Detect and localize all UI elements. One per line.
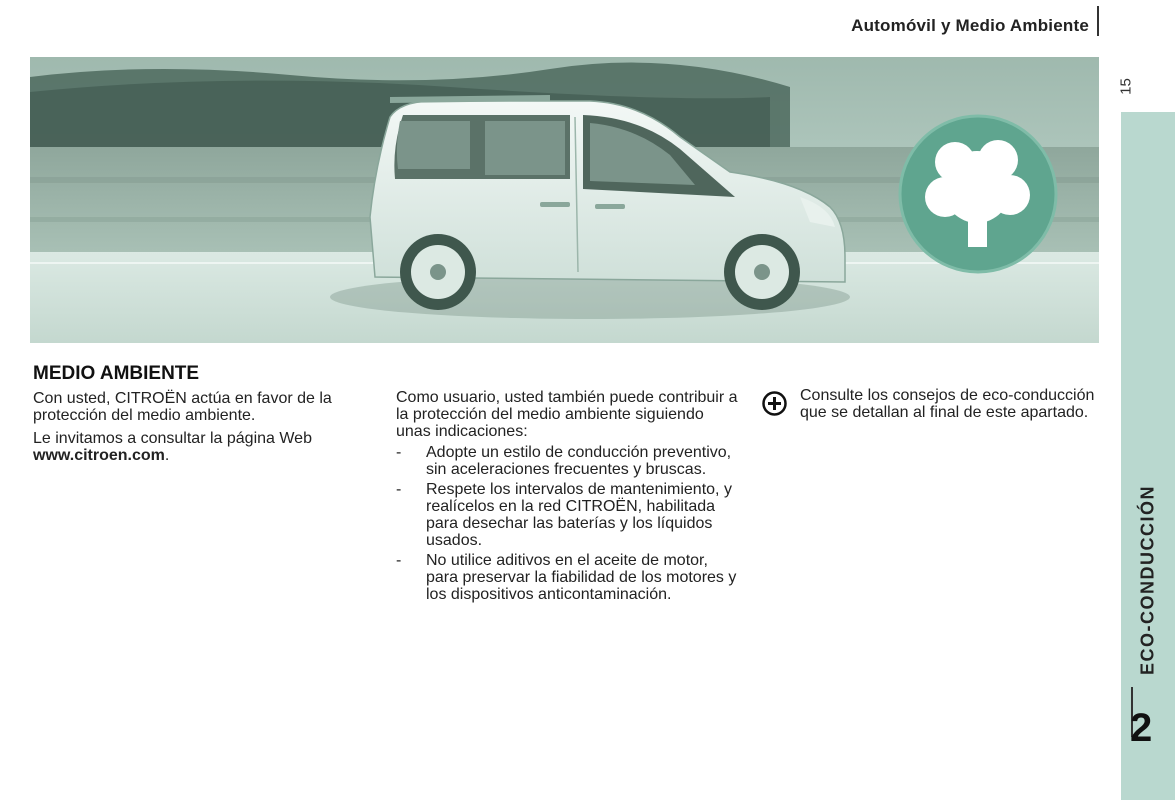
section-title: MEDIO AMBIENTE bbox=[33, 363, 200, 384]
url-suffix: . bbox=[164, 447, 170, 464]
tree-icon bbox=[900, 116, 1056, 272]
column-3 bbox=[800, 387, 1100, 427]
header-rule bbox=[1097, 6, 1099, 36]
chapter-tab-label: ECO-CONDUCCIÓN bbox=[1137, 485, 1158, 675]
page-header-title: Automóvil y Medio Ambiente bbox=[851, 16, 1089, 35]
list-item: - No utilice aditivos en el aceite de motor, para preservar la fiabilidad de los motores y los dispositivos anticontaminación. bbox=[396, 552, 741, 603]
column-1 bbox=[33, 390, 378, 470]
citroen-url-link[interactable]: www.citroen.com bbox=[33, 447, 165, 464]
web-invitation bbox=[33, 430, 378, 464]
intro-paragraph: Con usted, CITROËN actúa en favor de la protección del medio ambiente. bbox=[33, 390, 332, 424]
list-item: - Respete los intervalos de mantenimiento, y realícelos en la red CITROËN, habilitada para desechar las baterías y los líquidos usados. bbox=[396, 481, 741, 549]
chapter-number: 2 bbox=[1130, 706, 1153, 750]
list-item: - Adopte un estilo de conducción preventivo, sin aceleraciones frecuentes y bruscas. bbox=[396, 444, 741, 478]
eco-tip-note: Consulte los consejos de eco-conducción que se detallan al final de este apartado. bbox=[800, 387, 1095, 421]
plus-circle-icon bbox=[762, 391, 787, 416]
hero-image bbox=[30, 57, 1099, 343]
web-invitation-text: Le invitamos a consultar la página Web bbox=[33, 430, 312, 447]
car-illustration bbox=[30, 57, 1099, 343]
guidelines-list bbox=[396, 444, 741, 603]
page-number: 15 bbox=[1117, 78, 1135, 95]
guidelines-intro: Como usuario, usted también puede contribuir a la protección del medio ambiente siguiendo unas indicaciones: bbox=[396, 389, 738, 440]
chapter-side-tab bbox=[1121, 112, 1175, 800]
column-2 bbox=[396, 389, 741, 606]
